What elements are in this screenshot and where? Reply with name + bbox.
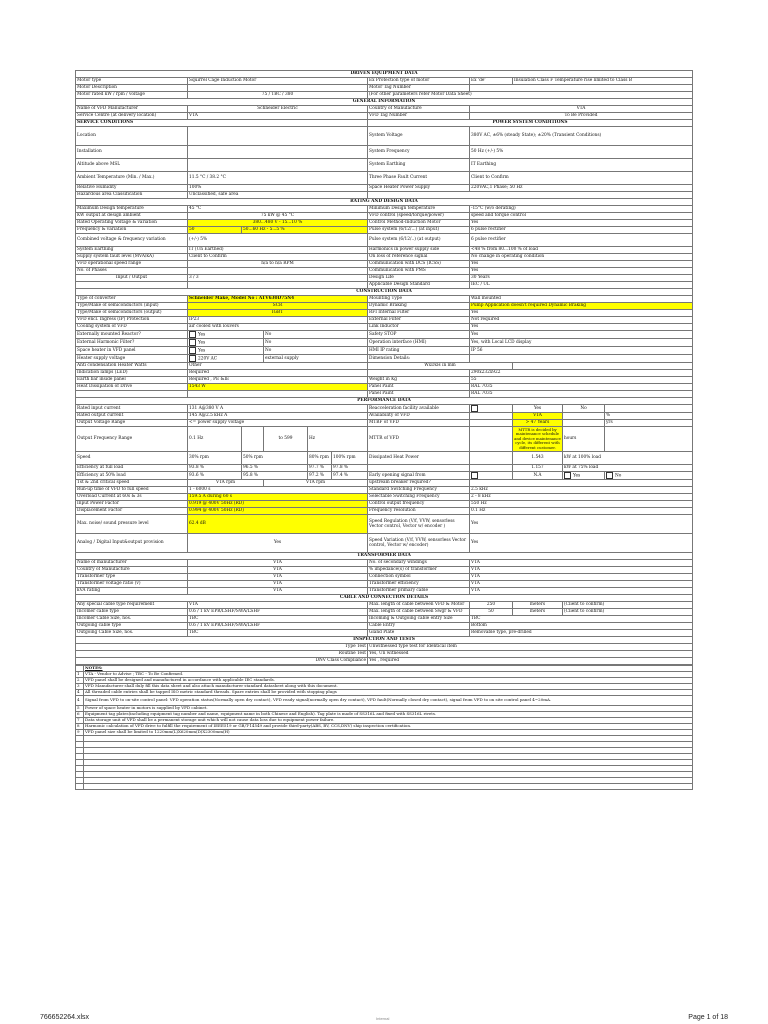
section-driven: DRIVEN EQUIPMENT DATA <box>76 71 693 78</box>
row-heater-v: Heater supply voltage 220V AC external supply Dimension Details: <box>76 355 693 363</box>
early-na-checkbox[interactable] <box>471 472 478 479</box>
note-item: 1 VTA - Vendor to Advise ; TBC - To Be Confirmed. <box>76 672 693 678</box>
row-output-voltage: Output Voltage Range <= power supply voltage MTBF of VFD > 47 Years yrs <box>76 420 693 427</box>
row-tr-type: Transformer type VTA Connection symbol VTA <box>76 574 693 581</box>
datasheet <box>75 70 692 790</box>
row-motor-type: Motor type Squirrel Cage Induction Motor Ex Protection type of motor Ex 'de' Insulation Class F Temperature rise limited to Class B <box>76 78 693 85</box>
row-motor-desc: Motor Description Motor Tag Number <box>76 85 693 92</box>
section-cable: CABLE AND CONNECTION DETAILS <box>76 595 693 602</box>
row-kw-output: KW output at design ambient 75 kW @ 45 °C VFD control (speed/torque/power) speed and torque control <box>76 213 693 220</box>
row-combined: Combined voltage & frequency variation (+/-) 5% Pulse system (6/12/..) (at output) 6 pulse rectifier <box>76 234 693 247</box>
row-heater: Space heater in VFD panel Yes No HMI IP rating IP 56 <box>76 347 693 355</box>
note-item: 4 All threaded cable entries shall be tapped ISO metric standard threads. Spare entries shall be provided with stopping plugs <box>76 690 693 696</box>
row-pf: Input Power Factor 0.919 @ 400V 50Hz (RD) Control output frequency 550 Hz <box>76 501 693 508</box>
row-cab-in: Incomer cable type 0.6 / 1 kV EPR/LSHF/SWA/LSHF Max. length of cable between Swgr & VFD 50 meters (Client to confirm) <box>76 609 693 616</box>
row-std: Applicable Design Standard IEC / UL <box>76 282 693 289</box>
note-item: 2 VFD panel shall be designed and manufactured in accordance with applicable IEC standards. <box>76 678 693 684</box>
section-rating: RATING AND DESIGN DATA <box>76 199 693 206</box>
section-transformer: TRANSFORMER DATA <box>76 553 693 560</box>
blank-row <box>76 784 693 790</box>
row-anti-cond: Anti condensation Heater Watts Other WxDxH in mm <box>76 363 693 370</box>
row-semi-out: Type/Make of semiconductors (output) IGBT RFI Internal Filter Yes <box>76 310 693 317</box>
row-hazard: Hazardous area Classification Unclassified, safe area <box>76 192 693 199</box>
row-location: Location System Voltage 380V AC, ±6% (steady State); ±20% (Transient Conditions) <box>76 127 693 146</box>
row-converter: Type of converter Schneider Make, Model No : ATV630D75N4 Mounting Type Wall mounted <box>76 296 693 303</box>
row-phases: No. of Phases Communication with PMS Yes <box>76 268 693 275</box>
row-earth-bar: Earth bar inside panel Required , PE &IE Weight in Kg 55 <box>76 377 693 384</box>
row-vfd-mfr: Name of VFD Manufacturer Schneider Electric Country of Manufacture VTA <box>76 106 693 113</box>
row-ambient: Ambient Temperature (Min. / Max.) 11.5 °C / 38.2 °C Three Phase Fault Current Client to Confirm <box>76 172 693 185</box>
row-cab-out: Outgoing cable type 0.6 / 1 kV EPR/LSHF/SWA/LSHF Cable Entry Bottom <box>76 623 693 630</box>
row-altitude: Altitude above MSL System Earthing IT Earthing <box>76 159 693 172</box>
row-dpf: Displacement Factor 0.994 @ 400V 50Hz (RD) Frequency resolution 0.1 Hz <box>76 508 693 515</box>
row-frequency: Frequency & variation 50 50...60 Hz - 5...5 % Pulse system (6/12/...) (at input) 6 pulse rectifier <box>76 227 693 234</box>
row-input-current: Rated input current 131 A@380 V A Reacceleration facility available Yes No <box>76 405 693 413</box>
section-general: GENERAL INFORMATION <box>76 99 693 106</box>
notes-table <box>75 665 693 790</box>
row-ext-filter: External Harmonic Filter? Yes No Operation interface (HMI) Yes, with Local LCD display <box>76 339 693 347</box>
section-performance: PERFORMANCE DATA <box>76 398 693 405</box>
row-cab-special: Any special cable type requirement VTA Max. length of cable between VFD & Motor 250 meters (Client to confirm) <box>76 602 693 609</box>
row-heat-diss: Heat Dissipation of Drive 1543 W Panel Paint RAL 7035 <box>76 384 693 391</box>
row-output-current: Rated output current 145 A@2.5 kHz A Availability of VFD VTA % <box>76 413 693 420</box>
row-tr-country: Country of Manufacture VTA % impedance(s) of transformer VTA <box>76 567 693 574</box>
note-item: 5 Power of space heater in motors is supplied by VFD cabinet. <box>76 706 693 712</box>
section-inspection: INSPECTION AND TESTS <box>76 637 693 644</box>
footer-page-number: Page 1 of 18 <box>688 1014 728 1021</box>
early-yes-checkbox[interactable] <box>564 472 571 479</box>
note-item: 9 VFD panel size shall be limited to 1220mm(L)X620mm(D)X2300mm(H) <box>76 730 693 736</box>
note-item: 3 VFD Manufacturer shall duly fill this data sheet and also attach manufacturer standard datasheet along with this document. <box>76 684 693 690</box>
row-dnv: DNV Class Compliance Yes , required <box>76 658 693 665</box>
row-rated-voltage: Rated Operating Voltage & variation 380...480 V - 15...10 % Control Method-Induction Motor Yes <box>76 220 693 227</box>
row-speed-range: VFD operational speed range n/a to n/a RPM Communication with DCS (ICSS) Yes <box>76 261 693 268</box>
row-motor-rated: Motor rated kW / rpm / voltage 75 / TBC / 380 (For other parameters refer Motor Data Sheet) <box>76 92 693 99</box>
row-out-freq: Output Frequency Range 0.1 Hz to 599 Hz MTTR of VFD MTTR is decided by maintenance schedule and device maintenance cycle, its different with different customer. hours <box>76 427 693 452</box>
reactor-yes-checkbox[interactable] <box>189 331 196 338</box>
heater-voltage-checkbox[interactable] <box>189 355 196 362</box>
footer-classification: Internal <box>376 1016 390 1021</box>
row-type-test: Type Test Unwitnessed type test for Identical item <box>76 644 693 651</box>
row-eff-50: Efficiency at 50% load 93.6 % 95.8 % 97.2 % 97.4 % Early opening signal from N.A Yes No <box>76 472 693 480</box>
reaccel-checkbox[interactable] <box>471 405 478 412</box>
section-construction: CONSTRUCTION DATA <box>76 289 693 296</box>
row-tr-mfr: Name of manufacturer VTA No. of secondary windings VTA <box>76 560 693 567</box>
row-installation: Installation System Frequency 50 Hz (+/-) 5% <box>76 146 693 159</box>
row-io: Input / Output 3 / 3 Design Life 30 Years <box>76 275 693 282</box>
heater-yes-checkbox[interactable] <box>189 347 196 354</box>
row-cooling: Cooling system of VFD air cooled with louvers Link Inductor Yes <box>76 324 693 331</box>
row-service-centre: Service Centre (at delivery location) VTA VFD Tag Number To Be Provided <box>76 113 693 120</box>
row-sys-earthing: System Earthing IT (Un Earthed) Harmonics in power supply side <48 % from 80...100 % of load <box>76 247 693 254</box>
note-item: 4 Signal from VFD to on-site control panel: VFD operation status(Normally open dry contact), VFD ready signal(normally open dry contact), VFD fault(Normally closed dry contact), signal from VFD to on site control panel 4~20mA. <box>76 696 693 706</box>
row-cab-out-size: Outgoing Cable Size, nos. TBC Gland Plate Removable type, pre-drilled <box>76 630 693 637</box>
row-ip: VFD encl. Ingress (IP) Protection IP23 External Filter Not required <box>76 317 693 324</box>
row-overload: Overload Current at 60s & 3s 159.5 A during 60 s Selectable Switching Frequency 2 - 8 kHz <box>76 494 693 501</box>
note-item: 8 Harmonic calculation of VFD drive to fulfill the requirement of IEEE519 or GB/T-14549 and provide third-party(ABS, BV, CCS,DNV) ship inspection certification. <box>76 724 693 730</box>
note-item: 6 Equipment tag plates(including equipment tag number and name, equipment name in both Chinese and English). Tag plate is made of SS316L and fixed with SS316L rivets. <box>76 712 693 718</box>
section-service-power: SERVICE CONDITIONS POWER SYSTEM CONDITIONS <box>76 120 693 127</box>
row-tr-kva: kVA rating VTA Transformer primary cable VTA <box>76 588 693 595</box>
row-speed: Speed 30% rpm 50% rpm 80% rpm 100% rpm Dissipated Heat Power 1.543 kW at 100% load <box>76 452 693 465</box>
row-analog: Analog / Digital Input&output provision Yes Speed Variation (V/f, VVW, sensorless Vector control, Vector w/ encoder) Yes <box>76 534 693 553</box>
filter-yes-checkbox[interactable] <box>189 339 196 346</box>
footer-filename: 766652264.xlsx <box>40 1014 90 1021</box>
row-noise: Max. noise/ sound pressure level 62.4 dB Speed Regulation (V/f, VVW, sensorless Vector control, Vector w/ encoder ) Yes <box>76 515 693 534</box>
row-fault-level: Supply system fault level (MVA/kA) Client to Confirm On loss of reference signal No change in operating condition <box>76 254 693 261</box>
early-no-checkbox[interactable] <box>606 472 613 479</box>
notes-title-row: NOTES: <box>76 666 693 672</box>
row-indic: Indication lamps (LED) Required 290x232x922 <box>76 370 693 377</box>
row-tr-ratio: Transformer voltage ratio (v) VTA Transformer efficiency VTA <box>76 581 693 588</box>
row-semi-in: Type/Make of semiconductors (input) SCR Dynamic Braking Pump Application doesn't required Dynamic Braking <box>76 303 693 310</box>
row-max-temp: Maximum Design temperature 45 °C Minimum Design temperature -15°C (w/o derating) <box>76 206 693 213</box>
row-runup: Run-up time of VFD to full speed 1 - 6000 s Standard Switching Frequency 2.5 kHz <box>76 487 693 494</box>
row-cab-in-size: Incomer Cable Size, nos. TBC Incoming & Outgoing cable entry Size TBC <box>76 616 693 623</box>
row-panel-paint-2: Panel Paint RAL 7035 <box>76 391 693 398</box>
row-eff-full: Efficiency at full load 93.8 % 96.5 % 97.7 % 97.8 % 1.157 kW at 75% load <box>76 465 693 472</box>
row-reactor: Externally mounted Reactor? Yes No Safety STOP Yes <box>76 331 693 339</box>
row-routine: Routine Test Yes, Un witnessed <box>76 651 693 658</box>
row-critical: 1st & 2nd critical speed VTA rpm VTA rpm upstream breaker required? <box>76 480 693 487</box>
datasheet-table <box>75 70 693 665</box>
row-humidity: Relative Humidity 100% Space Heater Power Supply 220VAC,1 Phase; 50 Hz <box>76 185 693 192</box>
note-item: 7 Data storage unit of VFD shall be a permanent storage unit which will not cause data loss due to equipment power failure. <box>76 718 693 724</box>
